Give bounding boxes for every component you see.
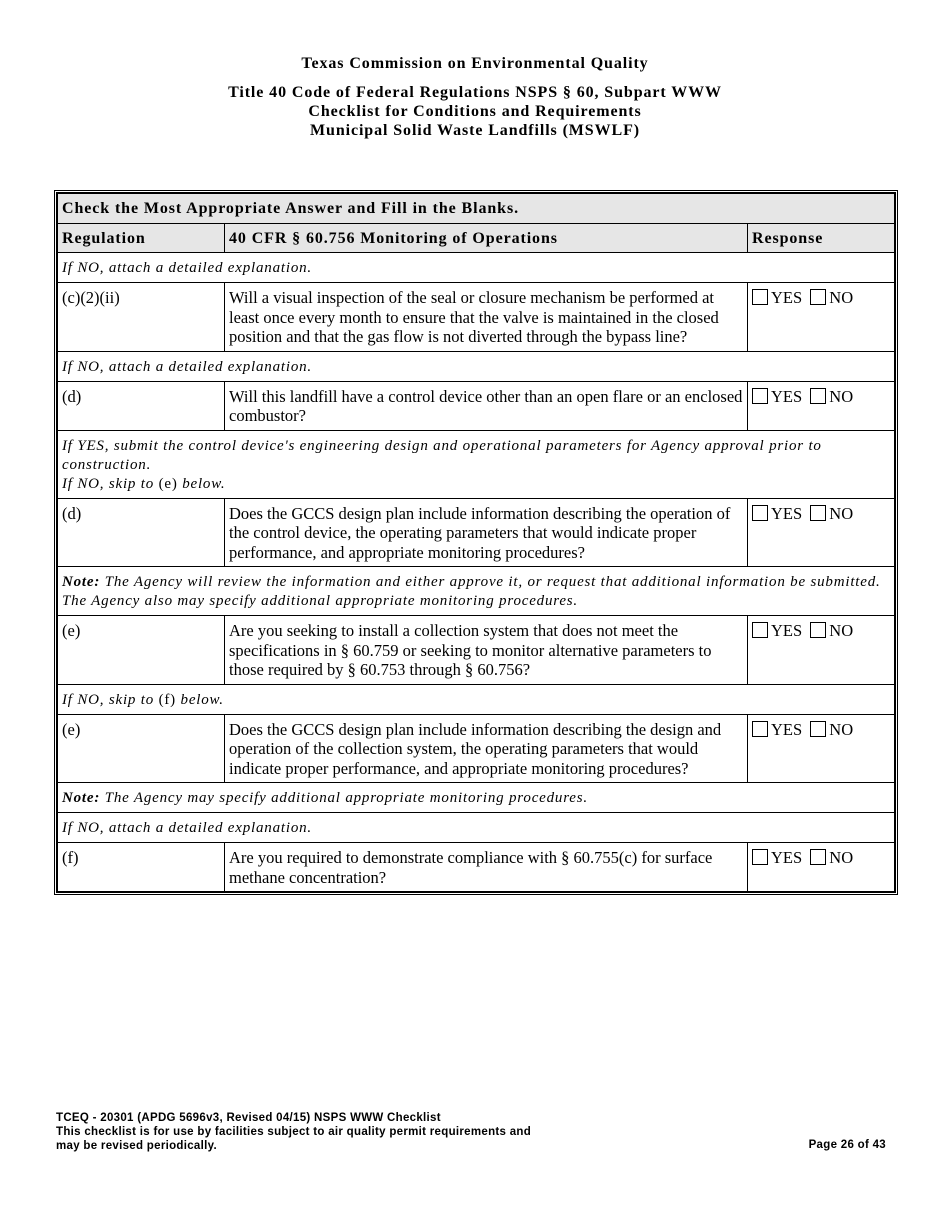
no-checkbox[interactable] [810, 849, 826, 865]
note-row [58, 813, 895, 843]
no-label: NO [829, 621, 854, 640]
note-text [58, 783, 895, 813]
note-label: Note: [62, 574, 101, 590]
note-body: The Agency may specify additional appropriate monitoring procedures. [100, 790, 588, 806]
question-text: Are you required to demonstrate compliance with § 60.755(c) for surface methane concentration? [225, 843, 748, 892]
yes-label: YES [771, 719, 803, 739]
column-header-section: 40 CFR § 60.756 Monitoring of Operations [225, 223, 748, 253]
question-row [58, 498, 895, 567]
page-header [0, 55, 950, 140]
note-text-part: below. [175, 691, 224, 708]
regulation-cell: (d) [58, 498, 225, 567]
response-cell [748, 843, 895, 892]
note-text-part: below. [177, 475, 226, 492]
footer-usage-line-1: This checklist is for use by facilities subject to air quality permit requirements and [56, 1126, 532, 1138]
yes-checkbox[interactable] [752, 289, 768, 305]
note-text-part: If NO, skip to [62, 691, 159, 708]
yes-checkbox[interactable] [752, 721, 768, 737]
yes-label: YES [771, 503, 803, 523]
response-cell [748, 381, 895, 430]
page-number: Page 26 of 43 [808, 1139, 886, 1151]
no-checkbox[interactable] [810, 289, 826, 305]
note-text-line [62, 475, 890, 494]
question-text: Does the GCCS design plan include information describing the operation of the control device, the operating parameters that would indicate proper performance, and appropriate monitoring procedures? [225, 498, 748, 567]
question-row [58, 616, 895, 685]
document-title-line-3: Municipal Solid Waste Landfills (MSWLF) [310, 122, 640, 139]
instruction-text: Check the Most Appropriate Answer and Fill in the Blanks. [58, 194, 895, 224]
response-cell [748, 498, 895, 567]
agency-name: Texas Commission on Environmental Quality [301, 55, 649, 72]
note-text [58, 567, 895, 616]
regulation-cell: (d) [58, 381, 225, 430]
no-checkbox[interactable] [810, 622, 826, 638]
note-text-line: If YES, submit the control device's engineering design and operational parameters for Agency approval prior to construction. [62, 437, 822, 473]
note-row [58, 567, 895, 616]
no-checkbox[interactable] [810, 388, 826, 404]
yes-label: YES [771, 621, 803, 640]
document-title-line-2: Checklist for Conditions and Requirements [308, 103, 642, 120]
note-text-part: If NO, skip to [62, 475, 159, 492]
yes-checkbox[interactable] [752, 622, 768, 638]
no-label: NO [829, 719, 854, 739]
regulation-cell: (e) [58, 714, 225, 783]
yes-checkbox[interactable] [752, 849, 768, 865]
note-row [58, 430, 895, 498]
question-text: Will a visual inspection of the seal or closure mechanism be performed at least once every month to ensure that the valve is maintained in the closed position and that the gas flow is not diverted through the bypass line? [225, 283, 748, 352]
question-text: Does the GCCS design plan include information describing the design and operation of the collection system, the operating parameters that would indicate proper performance, and appropriate monitoring procedures? [225, 714, 748, 783]
no-checkbox[interactable] [810, 505, 826, 521]
instruction-row [58, 194, 895, 224]
yes-checkbox[interactable] [752, 388, 768, 404]
column-header-response: Response [748, 223, 895, 253]
note-text [58, 684, 895, 714]
no-label: NO [829, 288, 854, 307]
note-text [58, 430, 895, 498]
column-header-regulation: Regulation [58, 223, 225, 253]
checklist-table [57, 193, 895, 892]
response-cell [748, 283, 895, 352]
question-row [58, 714, 895, 783]
footer-form-info [56, 1111, 531, 1153]
note-row [58, 684, 895, 714]
footer-usage-line-2: may be revised periodically. [56, 1140, 217, 1152]
no-label: NO [829, 386, 854, 406]
note-row [58, 783, 895, 813]
yes-label: YES [771, 848, 803, 867]
question-text: Will this landfill have a control device other than an open flare or an enclosed combustor? [225, 381, 748, 430]
note-label: Note: [62, 790, 101, 806]
note-row [58, 253, 895, 283]
checklist-table-frame [54, 190, 898, 895]
yes-checkbox[interactable] [752, 505, 768, 521]
regulation-cell: (c)(2)(ii) [58, 283, 225, 352]
footer-form-id: TCEQ - 20301 (APDG 5696v3, Revised 04/15) NSPS WWW Checklist [56, 1112, 441, 1124]
note-body: The Agency will review the information and either approve it, or request that additional information be submitted. The Agency also may specify additional appropriate monitoring procedures. [62, 574, 881, 609]
note-reference: (e) [158, 475, 178, 492]
yes-label: YES [771, 288, 803, 307]
yes-label: YES [771, 386, 803, 406]
note-reference: (f) [158, 691, 176, 708]
no-checkbox[interactable] [810, 721, 826, 737]
question-text: Are you seeking to install a collection system that does not meet the specifications in § 60.759 or seeking to monitor alternative parameters to those required by § 60.753 through § 60.756? [225, 616, 748, 685]
note-text: If NO, attach a detailed explanation. [58, 351, 895, 381]
document-title-line-1: Title 40 Code of Federal Regulations NSPS § 60, Subpart WWW [228, 84, 722, 101]
question-row [58, 381, 895, 430]
response-cell [748, 616, 895, 685]
note-text: If NO, attach a detailed explanation. [58, 253, 895, 283]
note-row [58, 351, 895, 381]
no-label: NO [829, 848, 854, 867]
no-label: NO [829, 503, 854, 523]
response-cell [748, 714, 895, 783]
question-row [58, 283, 895, 352]
note-text: If NO, attach a detailed explanation. [58, 813, 895, 843]
regulation-cell: (e) [58, 616, 225, 685]
question-row [58, 843, 895, 892]
column-header-row [58, 223, 895, 253]
regulation-cell: (f) [58, 843, 225, 892]
